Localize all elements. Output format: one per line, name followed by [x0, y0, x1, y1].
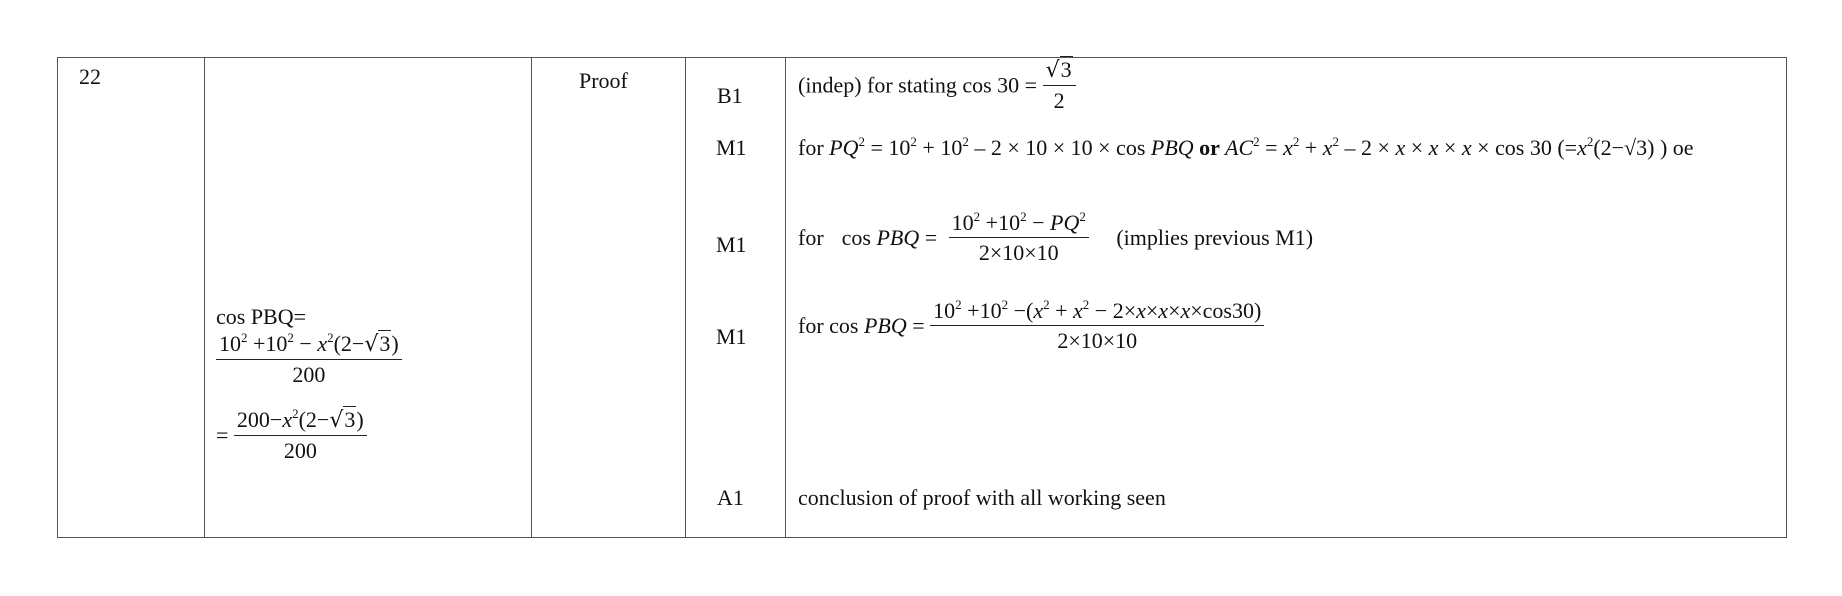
square-root: √3: [329, 407, 356, 433]
working-line-1: cos PBQ=: [216, 304, 307, 329]
question-number: 22: [79, 64, 101, 89]
fraction-denominator: 200: [292, 362, 326, 387]
fraction-denominator: 200: [283, 438, 317, 463]
mark-code-m1: M1: [716, 324, 747, 349]
mark-code-m1: M1: [716, 135, 747, 160]
fraction-denominator: 2×10×10: [978, 240, 1059, 265]
fraction-numerator: $10^2 +10^2 - PQ^2$: [949, 212, 1089, 238]
column-divider: [204, 58, 205, 537]
column-divider: [685, 58, 686, 537]
mark-code-m1: M1: [716, 232, 747, 257]
guidance-m1-cosine-rule: for $PQ^2 = 10^2 + 10^2 - 2 \times 10 \times 10 \times \cos$ PBQ or $AC^2 = x^2 + x^2 - 2 \times x \times x \times x \times \cos 30$ ($=x^2(2-√3)$ ) oe: [798, 134, 1694, 160]
fraction-numerator: $10^2 +10^2 - x^2(2-√3)$: [216, 333, 402, 360]
column-divider: [531, 58, 532, 537]
fraction-numerator: √3: [1043, 59, 1076, 86]
mark-code-a1: A1: [717, 485, 744, 510]
column-divider: [785, 58, 786, 537]
guidance-a1: conclusion of proof with all working seen: [798, 485, 1166, 510]
mark-code-b1: B1: [717, 83, 743, 108]
square-root: √3: [364, 331, 391, 357]
fraction-numerator: $200-x^2(2-√3)$: [234, 409, 367, 436]
fraction-denominator: 2: [1053, 88, 1065, 113]
fraction-numerator: $10^2 +10^2 -(x^2 + x^2 - 2\times x\times x\times x\times\cos 30)$: [930, 300, 1264, 326]
answer-cell: Proof: [579, 68, 628, 93]
guidance-m1-rearranged: for cos PBQ = $\frac{10^2 +10^2 - PQ^2}{2\times 10\times 10}$ (implies previous M1): [798, 209, 1314, 265]
guidance-m1-substituted: for cos PBQ = $\frac{10^2 +10^2 -(x^2 + x^2 - 2\times x\times x\times x\times\cos 30)}{2\times 10\times 10}$: [798, 300, 1264, 352]
fraction-denominator: 2×10×10: [1057, 328, 1138, 353]
working-fraction-2: = $\frac{200-x^2(2-√3)}{200}$: [216, 409, 367, 462]
guidance-b1: (indep) for stating cos 30 = $\frac{√3}{2}$: [798, 59, 1076, 112]
working-fraction-1: [216, 330, 402, 387]
mark-scheme-table: [57, 57, 1787, 538]
